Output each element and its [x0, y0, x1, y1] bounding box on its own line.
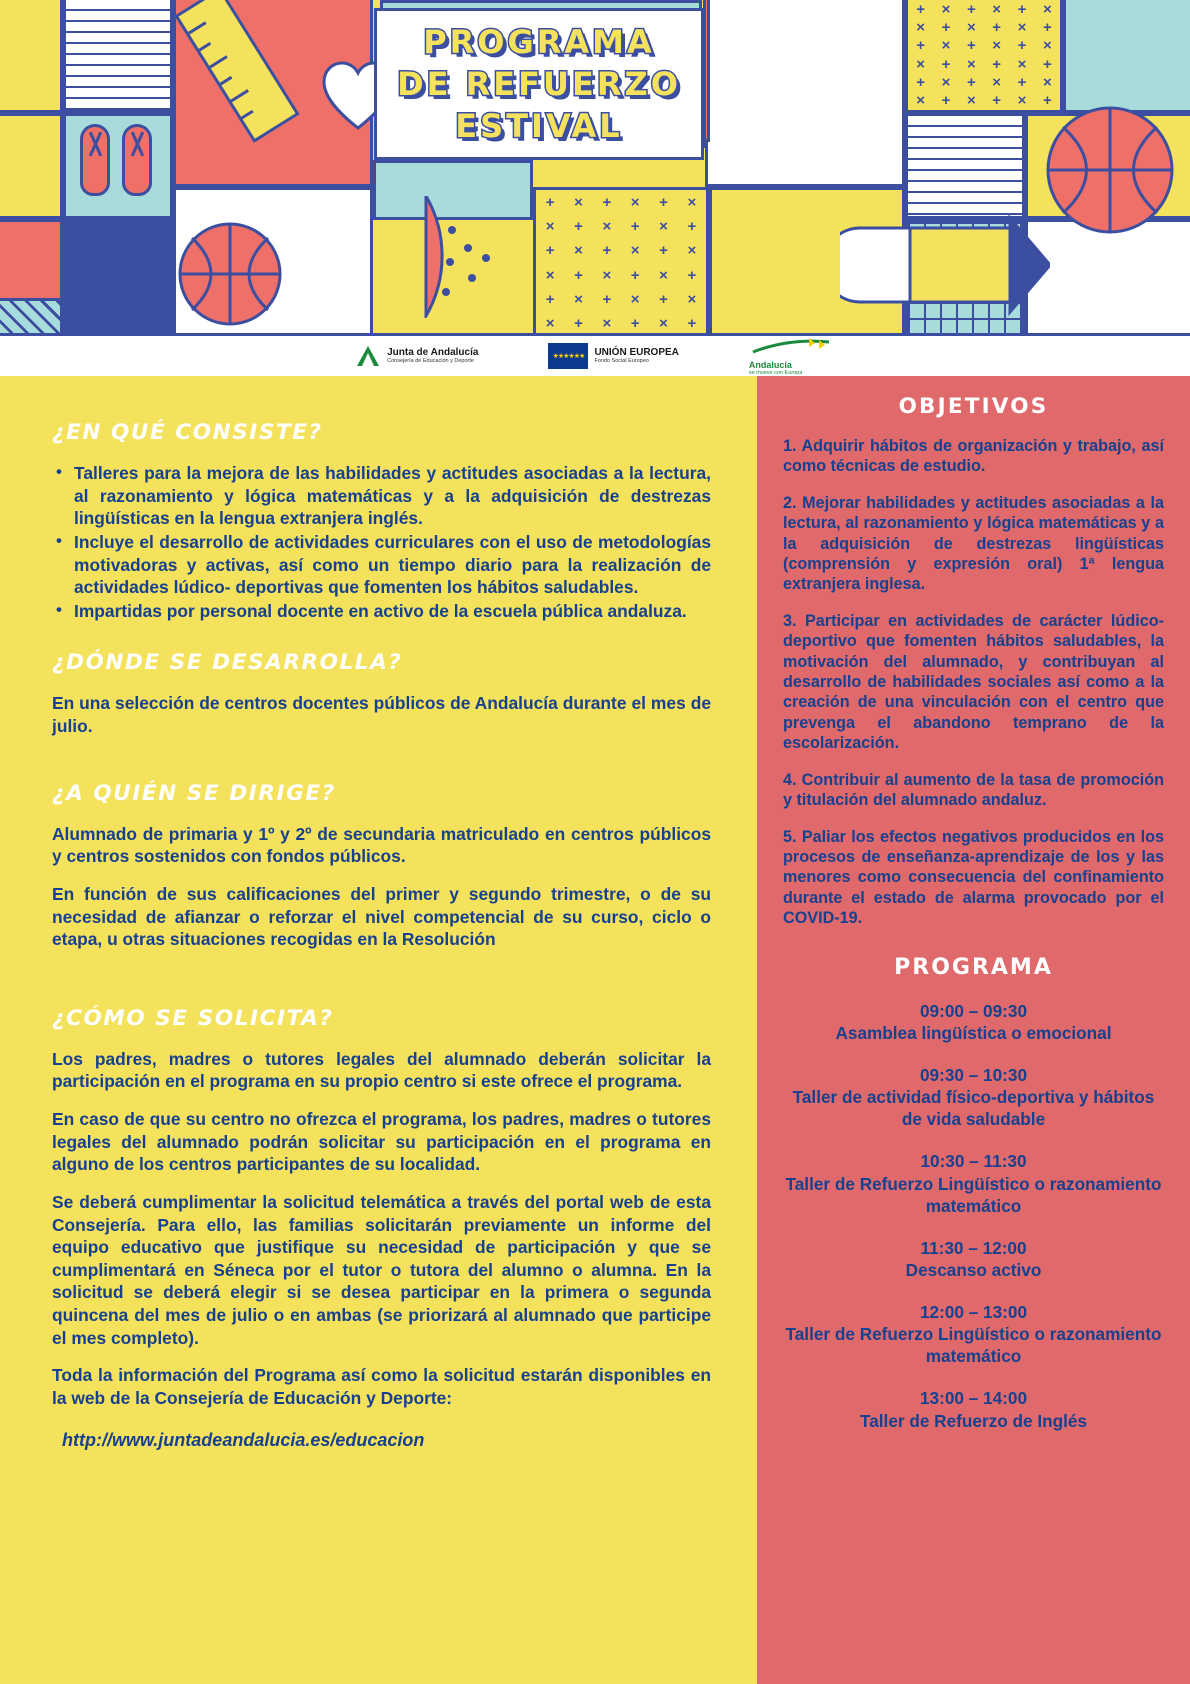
header-collage: [0, 0, 1190, 336]
union-europea-logo: [548, 343, 678, 369]
flipflops-tile: [63, 113, 173, 219]
andalucia-se-mueve-logo: [749, 336, 835, 377]
objetivo-4: 4. Contribuir al aumento de la tasa de promoción y titulación del alumnado andaluz.: [783, 770, 1164, 810]
heading-objetivos: OBJETIVOS: [898, 394, 1049, 419]
flipflops-icon: [80, 124, 110, 196]
consiste-bullet-list: [52, 462, 711, 622]
notebook-icon: [63, 0, 173, 113]
schedule-activity: Taller de actividad físico-deportiva y hábitos de vida saludable: [792, 1087, 1155, 1130]
plus-pattern-tile-2: + × + × + × × + × + × + + × + × + × × + × + × + + × + × + × × + × + × +: [533, 187, 709, 336]
tile-white: [705, 0, 905, 187]
schedule-activity: Taller de Refuerzo Lingüístico o razonamiento matemático: [785, 1324, 1162, 1367]
solicita-paragraph-2: En caso de que su centro no ofrezca el programa, los padres, madres o tutores legales del alumnado podrán solicitar su participación en el programa en alguno de los centros participantes de su localidad.: [52, 1109, 711, 1175]
right-column: [757, 376, 1190, 1684]
schedule-slot: [783, 1150, 1164, 1216]
schedule-activity: Asamblea lingüística o emocional: [835, 1022, 1112, 1043]
solicita-paragraph-1: Los padres, madres o tutores legales del alumnado deberán solicitar la participación en el programa en su propio centro si este ofrece el programa.: [52, 1048, 711, 1092]
tile-blue: [63, 219, 173, 336]
list-item: • Talleres para la mejora de las habilidades y actitudes asociadas a la lectura, al razonamiento y lógica matemáticas y a la adquisición de destrezas lingüísticas en la lengua extranjera inglés.: [52, 462, 711, 530]
left-column: [0, 376, 757, 1684]
schedule-time: 12:00 – 13:00: [919, 1302, 1028, 1323]
heading-en-que-consiste: ¿EN QUÉ CONSISTE?: [52, 420, 323, 445]
list-item: • Incluye el desarrollo de actividades curriculares con el uso de metodologías motivadoras y activas, así como un tiempo diario para la realización de actividades lúdico- deportivas que fomenten los hábitos saludables.: [52, 531, 711, 599]
tile-yellow-2: [0, 113, 63, 219]
schedule-slot: [783, 1064, 1164, 1130]
heading-a-quien-se-dirige: ¿A QUIÉN SE DIRIGE?: [52, 780, 336, 806]
eu-logo-sub: Fondo Social Europeo: [594, 358, 649, 365]
junta-logo-sub: Consejería de Educación y Deporte: [387, 358, 474, 365]
title-card: [374, 8, 704, 160]
tile-yellow: [0, 0, 63, 113]
andalucia-mark-icon: [749, 336, 835, 360]
tile-cyan: [1063, 0, 1190, 113]
schedule-slot: [783, 1237, 1164, 1281]
schedule-activity: Descanso activo: [905, 1260, 1042, 1281]
basketball-icon: [178, 222, 282, 326]
schedule-slot: [783, 1387, 1164, 1431]
schedule-time: 10:30 – 11:30: [920, 1151, 1027, 1172]
schedule-time: 09:30 – 10:30: [919, 1064, 1028, 1085]
heading-como-se-solicita: ¿CÓMO SE SOLICITA?: [52, 1005, 334, 1031]
andalucia-logo-sub: se mueve con Europa: [748, 370, 803, 377]
solicita-paragraph-3: Se deberá cumplimentar la solicitud telemática a través del portal web de esta Consejería. Para ello, las familias solicitarán previamente un informe del equipo educativo que justifique su necesidad de participación y que se cumplimentará en Séneca por el tutor o tutora del alumno o alumna. En la solicitud se deberá elegir si se desea participar en la primera o segunda quincena del mes de julio o en ambas (se priorizará al alumnado que participe el mes completo).: [52, 1191, 711, 1348]
dirige-paragraph-2: En función de sus calificaciones del primer y segundo trimestre, o de su necesidad de afianzar o reforzar el nivel competencial de su curso, ciclo o etapa, u otras situaciones recogidas en la Resolución: [52, 883, 711, 950]
objetivo-1: 1. Adquirir hábitos de organización y trabajo, así como técnicas de estudio.: [783, 437, 1164, 476]
dirige-paragraph-1: Alumnado de primaria y 1º y 2º de secundaria matriculado en centros públicos y centros sostenidos con fondos públicos.: [52, 823, 711, 867]
andalucia-logo-name: Andalucía: [748, 359, 792, 370]
pencil-icon: [840, 200, 1050, 330]
watermelon-icon: [424, 196, 546, 318]
plus-pattern-tile: + × + × + × × + × + × + + × + × + × × + × + × + + × + × + × × + × + × +: [905, 0, 1063, 113]
body-columns: [0, 376, 1190, 1684]
list-item: • Impartidas por personal docente en activo de la escuela pública andaluza.: [52, 600, 711, 623]
donde-text: En una selección de centros docentes públicos de Andalucía durante el mes de julio.: [52, 693, 711, 736]
schedule-activity: Taller de Refuerzo Lingüístico o razonamiento matemático: [785, 1173, 1162, 1216]
flipflop-right-icon: [122, 124, 152, 196]
schedule-activity: Taller de Refuerzo de Inglés: [860, 1410, 1087, 1431]
schedule-time: 11:30 – 12:00: [920, 1237, 1027, 1258]
eu-logo-name: UNIÓN EUROPEA: [594, 347, 679, 359]
website-link[interactable]: http://www.juntadeandalucia.es/educacion: [62, 1429, 425, 1450]
title-line-2: DE REFUERZO: [397, 64, 681, 103]
schedule-time: 13:00 – 14:00: [919, 1388, 1028, 1409]
junta-logo-name: Junta de Andalucía: [387, 347, 479, 359]
title-line-3: ESTIVAL: [455, 107, 623, 146]
objetivo-5: 5. Paliar los efectos negativos producidos en los procesos de enseñanza-aprendizaje de los y las menores como consecuencia del confinamiento durante el estado de alarma provocado por el COVID-19.: [783, 827, 1164, 928]
schedule-slot: [783, 1301, 1164, 1367]
logo-bar: [0, 336, 1190, 376]
stripes-tile: [0, 298, 63, 336]
objetivo-2: 2. Mejorar habilidades y actitudes asociadas a la lectura, al razonamiento y lógica matemáticas y a la adquisición de destrezas lingüísticas (comprensión y expresión oral) 1ª lengua extranjera inglesa.: [783, 493, 1164, 594]
objetivo-3: 3. Participar en actividades de carácter lúdico-deportivo que fomenten hábitos saludables, la motivación del alumnado, y contribuyan al desarrollo de habilidades sociales así como a la creación de una vinculación con el centro que prevenga el abandono temprano de la escolarización.: [783, 611, 1164, 753]
basketball-icon-2: [1045, 105, 1175, 235]
title-line-1: PROGRAMA: [423, 22, 655, 61]
schedule-slot: [783, 1000, 1164, 1044]
junta-de-andalucia-logo: [355, 344, 478, 368]
solicita-paragraph-4: Toda la información del Programa así como la solicitud estarán disponibles en la web de la Consejería de Educación y Deporte:: [52, 1365, 711, 1408]
heading-donde-se-desarrolla: ¿DÓNDE SE DESARROLLA?: [52, 650, 403, 676]
eu-flag-icon: ★★★★★★: [548, 343, 588, 369]
schedule-time: 09:00 – 09:30: [919, 1000, 1028, 1021]
heading-programa: PROGRAMA: [894, 954, 1053, 980]
junta-mark-icon: [355, 344, 381, 368]
